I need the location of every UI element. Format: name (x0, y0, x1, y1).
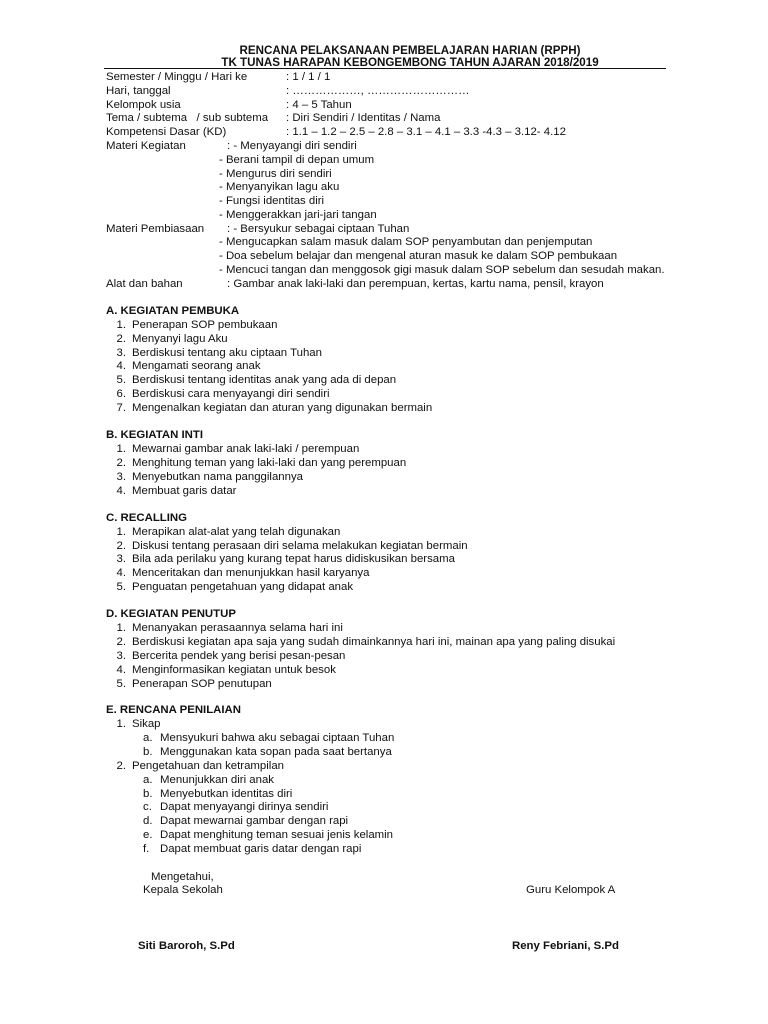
materi-pembiasaan-item: - Mengucapkan salam masuk dalam SOP penyambutan dan penjemputan (219, 236, 593, 248)
rpph-document: RENCANA PELAKSANAAN PEMBELAJARAN HARIAN (RPPH) TK TUNAS HARAPAN KEBONGEMBONG TAHUN AJARAN 2018/2019 Semester / Minggu / Hari ke : 1 / 1 / 1 Hari, tanggal : ………………, ……………………… Kelompok usia : 4 – 5 Tahun Tema / subtema / sub subtema : Diri Sendiri / Identitas / Nama Kompetensi Dasar (KD) : 1.1 – 1.2 – 2.5 – 2.8 – 3.1 – 4.1 – 3.3 -4.3 – 3.12- 4.12 Materi Kegiatan : - Menyayangi diri sendiri - Berani tampil di depan umum - Mengurus diri sendiri - Menyanyikan lagu aku - Fungsi identitas diri - Menggerakkan jari-jari tangan Materi Pembiasaan : - Bersyukur sebagai ciptaan Tuhan - Mengucapkan salam masuk dalam SOP penyambutan dan penjemputan - Doa sebelum belajar dan mengenal aturan masuk ke dalam SOP pembukaan - Mencuci tangan dan menggosok gigi masuk dalam SOP sebelum dan sesudah makan. Alat dan bahan : Gambar anak laki-laki dan perempuan, kertas, kartu nama, pensil, krayon A. KEGIATAN PEMBUKA 1. Penerapan SOP pembukaan 2. Menyanyi lagu Aku 3. Berdiskusi tentang aku ciptaan Tuhan 4. Mengamati seorang anak 5. Berdiskusi tentang identitas anak yang ada di depan 6. Berdiskusi cara menyayangi diri sendiri 7. Mengenalkan kegiatan dan aturan yang digunakan bermain B. KEGIATAN INTI 1. Mewarnai gambar anak laki-laki / perempuan 2. Menghitung teman yang laki-laki dan yang perempuan 3. Menyebutkan nama panggilannya 4. Membuat garis datar C. RECALLING 1. Merapikan alat-alat yang telah digunakan 2. Diskusi tentang perasaan diri selama melakukan kegiatan bermain 3. Bila ada perilaku yang kurang tepat harus didiskusikan bersama 4. Menceritakan dan menunjukkan hasil karyanya 5. Penguatan pengetahuan yang didapat anak D. KEGIATAN PENUTUP 1. Menanyakan perasaannya selama hari ini 2. Berdiskusi kegiatan apa saja yang sudah dimainkannya hari ini, mainan apa yang paling disukai 3. Bercerita pendek yang berisi pesan-pesan 4. Menginformasikan kegiatan untuk besok 5. Penerapan SOP penutupan E. RENCANA PENILAIAN 1. Sikap a. Mensyukuri bahwa aku sebagai ciptaan Tuhan b. Menggunakan kata sopan pada saat bertanya 2. Pengetahuan dan ketrampilan a. Menunjukkan diri anak b. Menyebutkan identitas diri c. Dapat menyayangi dirinya sendiri d. Dapat mewarnai gambar dengan rapi e. Dapat menghitung teman sesuai jenis kelamin f. Dapat membuat garis datar dengan rapi Mengetahui, Kepala Sekolah Guru Kelompok A Siti Baroroh, S.Pd Reny Febriani, S.Pd (0, 0, 768, 1024)
alat-bahan-label: Alat dan bahan (106, 278, 183, 290)
info-value: : 1 / 1 / 1 (286, 71, 331, 83)
kepala-sekolah-name: Siti Baroroh, S.Pd (138, 940, 235, 952)
guru-kelompok-name: Reny Febriani, S.Pd (512, 940, 619, 952)
materi-pembiasaan-item: - Mencuci tangan dan menggosok gigi masuk dalam SOP sebelum dan sesudah makan. (219, 264, 665, 276)
guru-kelompok-label: Guru Kelompok A (526, 884, 616, 896)
mengetahui-label: Mengetahui, (151, 871, 214, 883)
title-divider (104, 68, 666, 69)
info-value: : ………………, ……………………… (286, 85, 470, 97)
section-title-penutup: D. KEGIATAN PENUTUP (106, 608, 236, 620)
info-value: : 4 – 5 Tahun (286, 99, 352, 111)
section-title-recalling: C. RECALLING (106, 512, 187, 524)
info-value: : Diri Sendiri / Identitas / Nama (286, 112, 441, 124)
document-subtitle: TK TUNAS HARAPAN KEBONGEMBONG TAHUN AJARAN 2018/2019 (221, 56, 599, 69)
info-label: Kelompok usia (106, 99, 181, 111)
materi-pembiasaan-label: Materi Pembiasaan (106, 223, 205, 235)
materi-kegiatan-item: - Mengurus diri sendiri (219, 168, 332, 180)
materi-kegiatan-item: - Menggerakkan jari-jari tangan (219, 209, 377, 221)
section-title-penilaian: E. RENCANA PENILAIAN (106, 704, 242, 716)
materi-kegiatan-item: - Menyanyikan lagu aku (219, 181, 340, 193)
info-label: Hari, tanggal (106, 85, 171, 97)
materi-kegiatan-item: - Fungsi identitas diri (219, 195, 325, 207)
materi-pembiasaan-item: - Doa sebelum belajar dan mengenal aturan masuk ke dalam SOP pembukaan (219, 250, 618, 262)
materi-kegiatan-label: Materi Kegiatan (106, 140, 186, 152)
info-label: Tema / subtema / sub subtema (106, 112, 269, 124)
section-title-pembuka: A. KEGIATAN PEMBUKA (106, 305, 240, 317)
info-label: Kompetensi Dasar (KD) (106, 126, 227, 138)
kepala-sekolah-label: Kepala Sekolah (143, 884, 223, 896)
section-title-inti: B. KEGIATAN INTI (106, 429, 204, 441)
materi-kegiatan-item: - Berani tampil di depan umum (219, 154, 375, 166)
info-label: Semester / Minggu / Hari ke (106, 71, 248, 83)
info-value: : 1.1 – 1.2 – 2.5 – 2.8 – 3.1 – 4.1 – 3.3 -4.3 – 3.12- 4.12 (286, 126, 566, 138)
materi-pembiasaan-item: : - Bersyukur sebagai ciptaan Tuhan (227, 223, 410, 235)
alat-bahan-value: : Gambar anak laki-laki dan perempuan, kertas, kartu nama, pensil, krayon (227, 278, 604, 290)
materi-kegiatan-item: : - Menyayangi diri sendiri (227, 140, 357, 152)
document-title: RENCANA PELAKSANAAN PEMBELAJARAN HARIAN (RPPH) (239, 44, 581, 57)
